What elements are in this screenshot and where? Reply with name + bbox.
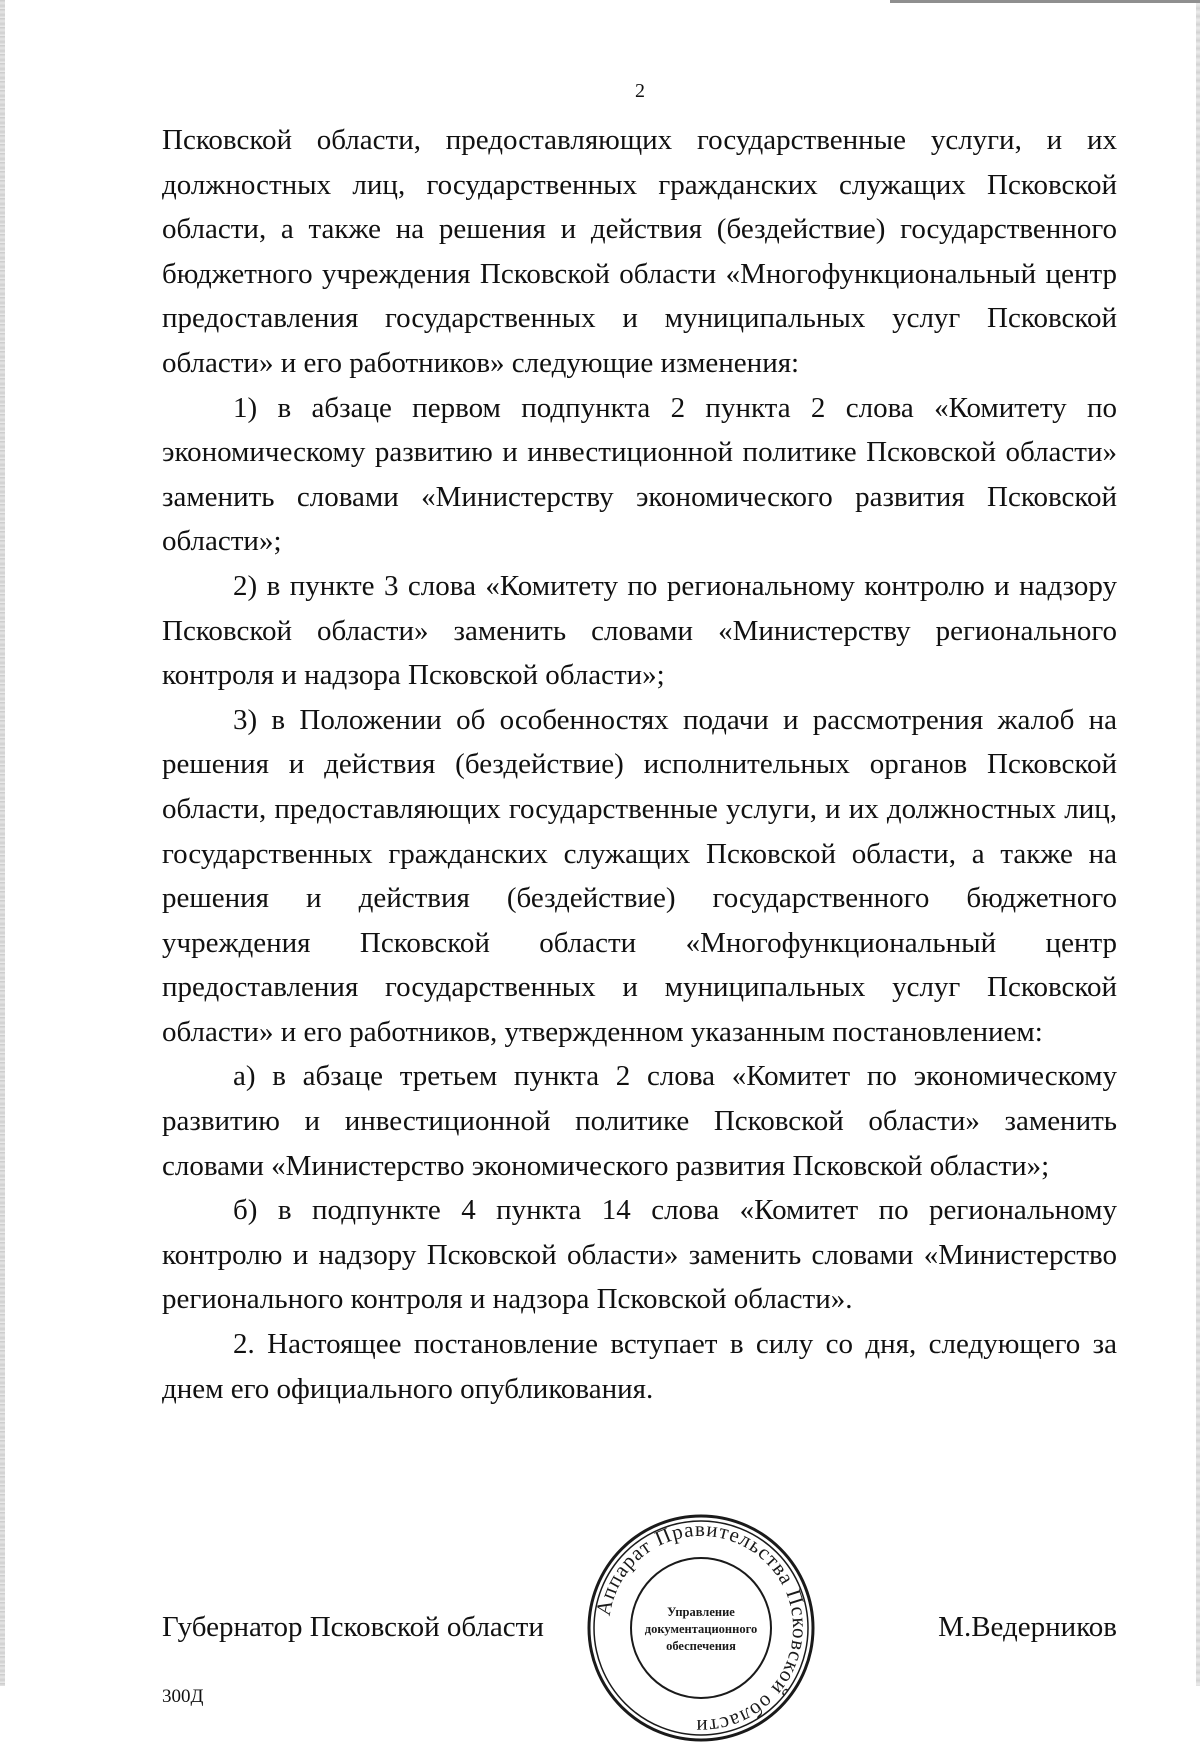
stamp-inner-line-2: документационного: [644, 1622, 758, 1636]
document-body: [162, 118, 1117, 1411]
stamp-outer-text: Аппарат Правительства Псковской области: [590, 1516, 813, 1740]
paragraph-item-1: 1) в абзаце первом подпункта 2 пункта 2 слова «Комитету по экономическому развитию и инвестиционной политике Псковской области» заменить словами «Министерству экономического развития Псковской области»;: [162, 391, 1117, 558]
signatory-title: Губернатор Псковской области: [162, 1611, 544, 1643]
paragraph-clause-2: 2. Настоящее постановление вступает в силу со дня, следующего за днем его официального опубликования.: [162, 1328, 1117, 1405]
document-code: 300Д: [162, 1686, 204, 1707]
paragraph-item-3b: б) в подпункте 4 пункта 14 слова «Комитет по региональному контролю и надзору Псковской области» заменить словами «Министерство регионального контроля и надзора Псковской области».: [162, 1194, 1117, 1316]
stamp-seal-graphic: [585, 1512, 817, 1744]
paragraph-item-3: 3) в Положении об особенностях подачи и рассмотрения жалоб на решения и действия (бездействие) исполнительных органов Псковской области, предоставляющих государственные услуги, и их должностных лиц, государственных гражданских служащих Псковской области, а также на решения и действия (бездействие) государственного бюджетного учреждения Псковской области «Многофункциональный центр предоставления государственных и муниципальных услуг Псковской области» и его работников, утвержденном указанным постановлением:: [162, 703, 1117, 1048]
paragraph-item-2: 2) в пункте 3 слова «Комитету по региональному контролю и надзору Псковской области» заменить словами «Министерству регионального контроля и надзора Псковской области»;: [162, 569, 1117, 692]
scan-edge-left: [0, 0, 5, 1686]
scan-edge-top: [890, 0, 1200, 3]
signatory-name: М.Ведерников: [938, 1611, 1117, 1643]
scan-edge-right: [1196, 0, 1200, 1686]
paragraph-intro: Псковской области, предоставляющих государственные услуги, и их должностных лиц, государственных гражданских служащих Псковской области, а также на решения и действия (бездействие) государственного бюджетного учреждения Псковской области «Многофункциональный центр предоставления государственных и муниципальных услуг Псковской области» и его работников» следующие изменения:: [162, 124, 1117, 379]
paragraph-item-3a: а) в абзаце третьем пункта 2 слова «Комитет по экономическому развитию и инвестиционной политике Псковской области» заменить словами «Министерство экономического развития Псковской области»;: [162, 1060, 1117, 1182]
page-number: 2: [635, 80, 645, 102]
stamp-inner-line-3: обеспечения: [666, 1639, 736, 1653]
official-stamp: [585, 1512, 817, 1744]
stamp-inner-line-1: Управление: [667, 1605, 735, 1619]
